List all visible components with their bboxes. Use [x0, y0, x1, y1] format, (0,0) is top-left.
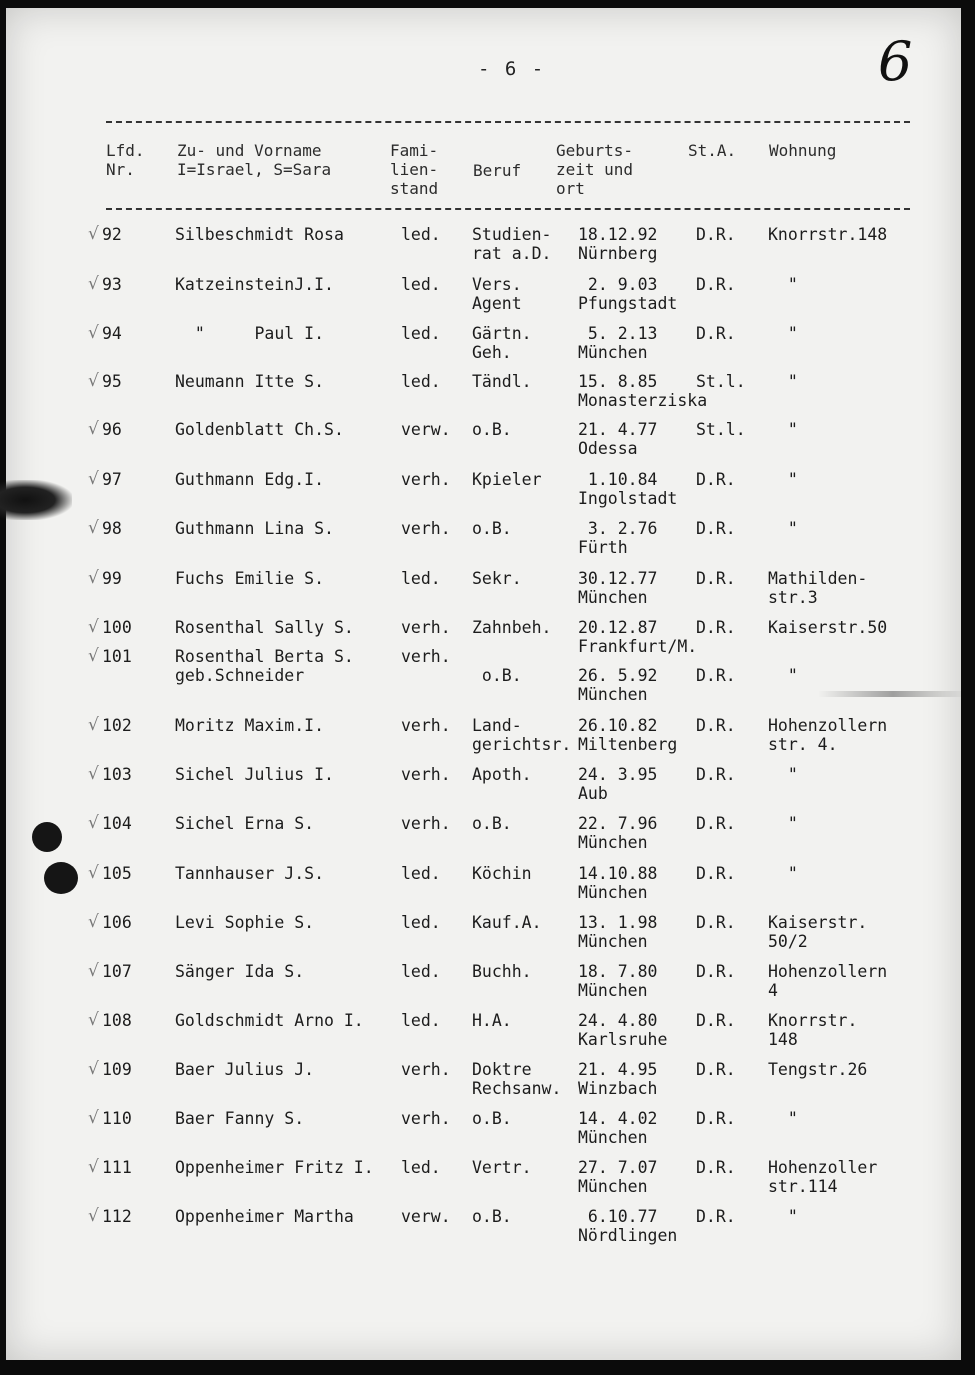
binder-hole [44, 862, 78, 894]
header-staatsangehoerigkeit: St.A. [688, 141, 737, 160]
check-mark-icon: √ [88, 274, 99, 294]
entry-wohnung: " [768, 324, 798, 343]
entry-number: 108 [102, 1011, 132, 1030]
entry-staatsangehoerigkeit: D.R. [696, 470, 736, 489]
table-row [6, 1109, 961, 1157]
entry-familienstand: verh. [401, 618, 451, 637]
table-row [6, 569, 961, 617]
check-mark-icon: √ [88, 813, 99, 833]
binder-hole [32, 822, 62, 852]
entry-number: 110 [102, 1109, 132, 1128]
entry-name: Fuchs Emilie S. [175, 569, 325, 588]
entry-geburt: 24. 4.80 Karlsruhe [578, 1011, 668, 1049]
entry-beruf: Gärtn. Geh. [472, 324, 532, 362]
entry-name: Guthmann Lina S. [175, 519, 334, 538]
entry-geburt: 14.10.88 München [578, 864, 658, 902]
entry-geburt: 24. 3.95 Aub [578, 765, 658, 803]
entry-familienstand: led. [401, 569, 441, 588]
header-bottom-rule [106, 208, 910, 210]
entry-beruf: Vertr. [472, 1158, 532, 1177]
entry-number: 100 [102, 618, 132, 637]
entry-geburt: 26. 5.92 München [578, 666, 658, 704]
check-mark-icon: √ [88, 568, 99, 588]
header-beruf: Beruf [473, 161, 522, 180]
entry-beruf: Buchh. [472, 962, 532, 981]
entry-name: Levi Sophie S. [175, 913, 315, 932]
entry-geburt: 20.12.87 Frankfurt/M. [578, 618, 698, 656]
entry-beruf: Doktre Rechsanw. [472, 1060, 562, 1098]
entry-staatsangehoerigkeit: D.R. [696, 569, 736, 588]
entry-staatsangehoerigkeit: D.R. [696, 1207, 736, 1226]
entry-beruf: Apoth. [472, 765, 532, 784]
entry-geburt: 2. 9.03 Pfungstadt [578, 275, 678, 313]
entry-staatsangehoerigkeit: D.R. [696, 1011, 736, 1030]
entry-name: Sänger Ida S. [175, 962, 305, 981]
entry-number: 94 [102, 324, 122, 343]
entry-wohnung: " [768, 519, 798, 538]
entry-familienstand: led. [401, 275, 441, 294]
header-top-rule [106, 121, 910, 123]
entry-geburt: 14. 4.02 München [578, 1109, 658, 1147]
check-mark-icon: √ [88, 863, 99, 883]
entry-geburt: 5. 2.13 München [578, 324, 658, 362]
entry-number: 109 [102, 1060, 132, 1079]
entry-geburt: 6.10.77 Nördlingen [578, 1207, 678, 1245]
header-wohnung: Wohnung [769, 141, 837, 160]
entry-staatsangehoerigkeit: D.R. [696, 864, 736, 883]
entry-beruf: o.B. [472, 519, 512, 538]
entry-geburt: 21. 4.95 Winzbach [578, 1060, 658, 1098]
table-row [6, 1060, 961, 1108]
entry-familienstand: led. [401, 962, 441, 981]
check-mark-icon: √ [88, 764, 99, 784]
entry-wohnung: Hohenzollern 4 [768, 962, 888, 1000]
entry-beruf: Köchin [472, 864, 532, 883]
table-row [6, 962, 961, 1010]
table-row [6, 470, 961, 518]
entry-wohnung: Hohenzoller str.114 [768, 1158, 878, 1196]
entry-familienstand: led. [401, 1011, 441, 1030]
check-mark-icon: √ [88, 646, 99, 666]
entry-wohnung: Mathilden- str.3 [768, 569, 868, 607]
table-row [6, 716, 961, 764]
entry-geburt: 22. 7.96 München [578, 814, 658, 852]
check-mark-icon: √ [88, 1010, 99, 1030]
entry-staatsangehoerigkeit: D.R. [696, 324, 736, 343]
entry-staatsangehoerigkeit: D.R. [696, 225, 736, 244]
entry-beruf: H.A. [472, 1011, 512, 1030]
entry-beruf: o.B. [472, 814, 512, 833]
table-row [6, 324, 961, 372]
entry-geburt: 15. 8.85 Monasterziska [578, 372, 708, 410]
check-mark-icon: √ [88, 1059, 99, 1079]
entry-wohnung: " [768, 372, 798, 391]
table-row [6, 864, 961, 912]
entry-wohnung: " [768, 1109, 798, 1128]
document-page [6, 8, 961, 1360]
entry-number: 92 [102, 225, 122, 244]
check-mark-icon: √ [88, 323, 99, 343]
check-mark-icon: √ [88, 715, 99, 735]
entry-number: 106 [102, 913, 132, 932]
entry-beruf: Studien- rat a.D. [472, 225, 552, 263]
entry-geburt: 27. 7.07 München [578, 1158, 658, 1196]
entry-familienstand: led. [401, 225, 441, 244]
entry-familienstand: verh. [401, 814, 451, 833]
entry-wohnung: " [768, 420, 798, 439]
entry-staatsangehoerigkeit: D.R. [696, 814, 736, 833]
entry-familienstand: led. [401, 372, 441, 391]
ink-smudge [818, 691, 961, 697]
entry-staatsangehoerigkeit: St.l. [696, 372, 746, 391]
entry-number: 99 [102, 569, 122, 588]
page-number: - 6 - [478, 58, 546, 80]
entry-name: Goldenblatt Ch.S. [175, 420, 344, 439]
entry-beruf: Tändl. [472, 372, 532, 391]
entry-staatsangehoerigkeit: D.R. [696, 1109, 736, 1128]
entry-geburt: 26.10.82 Miltenberg [578, 716, 678, 754]
entry-name: Neumann Itte S. [175, 372, 325, 391]
entry-name: Silbeschmidt Rosa [175, 225, 344, 244]
handwritten-page-number: 6 [878, 30, 913, 93]
entry-geburt: 18.12.92 Nürnberg [578, 225, 658, 263]
entry-beruf: Zahnbeh. [472, 618, 552, 637]
entry-wohnung: " [787, 666, 798, 685]
binder-hole-smear [0, 480, 72, 520]
entry-number: 111 [102, 1158, 132, 1177]
entry-number: 101 [102, 647, 132, 666]
entry-name: Oppenheimer Martha [175, 1207, 354, 1226]
entry-familienstand: verh. [401, 1109, 451, 1128]
entry-number: 112 [102, 1207, 132, 1226]
entry-name: Sichel Julius I. [175, 765, 334, 784]
entry-beruf: Sekr. [472, 569, 522, 588]
table-row [6, 519, 961, 567]
entry-staatsangehoerigkeit: D.R. [696, 962, 736, 981]
table-row [6, 814, 961, 862]
entry-geburt: 18. 7.80 München [578, 962, 658, 1000]
entry-geburt: 3. 2.76 Fürth [578, 519, 658, 557]
check-mark-icon: √ [88, 419, 99, 439]
entry-name: Sichel Erna S. [175, 814, 315, 833]
entry-staatsangehoerigkeit: St.l. [696, 420, 746, 439]
entry-familienstand: verh. [401, 470, 451, 489]
check-mark-icon: √ [88, 617, 99, 637]
entry-number: 104 [102, 814, 132, 833]
entry-name: Baer Fanny S. [175, 1109, 305, 1128]
entry-number: 95 [102, 372, 122, 391]
entry-number: 96 [102, 420, 122, 439]
entry-wohnung: Kaiserstr. 50/2 [768, 913, 868, 951]
entry-wohnung: Hohenzollern str. 4. [768, 716, 888, 754]
entry-geburt: 1.10.84 Ingolstadt [578, 470, 678, 508]
table-row [6, 420, 961, 468]
entry-name: Baer Julius J. [175, 1060, 315, 1079]
table-row [6, 1011, 961, 1059]
check-mark-icon: √ [88, 1108, 99, 1128]
entry-number: 105 [102, 864, 132, 883]
entry-beruf: o.B. [472, 1207, 512, 1226]
check-mark-icon: √ [88, 469, 99, 489]
entry-wohnung: " [768, 814, 798, 833]
entry-staatsangehoerigkeit: D.R. [696, 275, 736, 294]
entry-name: KatzeinsteinJ.I. [175, 275, 334, 294]
entry-familienstand: verh. [401, 716, 451, 735]
entry-name: Rosenthal Sally S. [175, 618, 354, 637]
entry-name: Goldschmidt Arno I. [175, 1011, 364, 1030]
entry-beruf: o.B. [472, 420, 512, 439]
entry-wohnung: " [768, 1207, 798, 1226]
entry-familienstand: led. [401, 913, 441, 932]
entry-wohnung: " [768, 470, 798, 489]
entry-staatsangehoerigkeit: D.R. [696, 1060, 736, 1079]
entry-wohnung: " [768, 275, 798, 294]
entry-name: " Paul I. [175, 324, 325, 343]
entry-familienstand: verw. [401, 1207, 451, 1226]
entry-wohnung: Kaiserstr.50 [768, 618, 888, 637]
entry-name: Guthmann Edg.I. [175, 470, 325, 489]
check-mark-icon: √ [88, 961, 99, 981]
entry-number: 93 [102, 275, 122, 294]
entry-familienstand: verh. [401, 647, 451, 666]
entry-beruf: Vers. Agent [472, 275, 522, 313]
check-mark-icon: √ [88, 912, 99, 932]
entry-staatsangehoerigkeit: D.R. [696, 716, 736, 735]
entry-name: Oppenheimer Fritz I. [175, 1158, 374, 1177]
entry-geburt: 21. 4.77 Odessa [578, 420, 658, 458]
entry-staatsangehoerigkeit: D.R. [696, 913, 736, 932]
entry-staatsangehoerigkeit: D.R. [696, 666, 736, 685]
table-row [6, 646, 961, 704]
table-row [6, 1207, 961, 1255]
header-lfd-nr: Lfd. Nr. [106, 141, 145, 179]
table-row [6, 913, 961, 961]
entry-wohnung: " [768, 765, 798, 784]
entry-geburt: 13. 1.98 München [578, 913, 658, 951]
entry-beruf: o.B. [472, 1109, 512, 1128]
entry-name: Rosenthal Berta S. geb.Schneider [175, 647, 354, 685]
entry-staatsangehoerigkeit: D.R. [696, 765, 736, 784]
entry-familienstand: led. [401, 324, 441, 343]
entry-familienstand: verw. [401, 420, 451, 439]
check-mark-icon: √ [88, 224, 99, 244]
entry-beruf: Land- gerichtsr. [472, 716, 572, 754]
header-familienstand: Fami- lien- stand [390, 141, 439, 198]
header-geburt: Geburts- zeit und ort [556, 141, 634, 198]
entry-wohnung: Knorrstr. 148 [768, 1011, 858, 1049]
table-row [6, 225, 961, 273]
entry-staatsangehoerigkeit: D.R. [696, 519, 736, 538]
entry-number: 102 [102, 716, 132, 735]
entry-staatsangehoerigkeit: D.R. [696, 1158, 736, 1177]
check-mark-icon: √ [88, 518, 99, 538]
header-name: Zu- und Vorname I=Israel, S=Sara [177, 141, 332, 179]
table-row [6, 765, 961, 813]
entry-familienstand: verh. [401, 1060, 451, 1079]
entry-number: 107 [102, 962, 132, 981]
entry-staatsangehoerigkeit: D.R. [696, 618, 736, 637]
entry-wohnung: Knorrstr.148 [768, 225, 888, 244]
entry-wohnung: " [768, 864, 798, 883]
entry-name: Moritz Maxim.I. [175, 716, 325, 735]
table-row [6, 1158, 961, 1206]
entry-number: 98 [102, 519, 122, 538]
entry-name: Tannhauser J.S. [175, 864, 325, 883]
check-mark-icon: √ [88, 1157, 99, 1177]
entry-familienstand: verh. [401, 765, 451, 784]
entry-beruf: Kauf.A. [472, 913, 542, 932]
entry-familienstand: led. [401, 864, 441, 883]
entry-beruf: Kpieler [472, 470, 542, 489]
entry-familienstand: led. [401, 1158, 441, 1177]
entry-beruf: o.B. [481, 666, 522, 685]
check-mark-icon: √ [88, 371, 99, 391]
table-row [6, 275, 961, 323]
entry-number: 103 [102, 765, 132, 784]
entry-familienstand: verh. [401, 519, 451, 538]
table-row [6, 372, 961, 420]
check-mark-icon: √ [88, 1206, 99, 1226]
entry-number: 97 [102, 470, 122, 489]
entry-wohnung: Tengstr.26 [768, 1060, 868, 1079]
entry-geburt: 30.12.77 München [578, 569, 658, 607]
